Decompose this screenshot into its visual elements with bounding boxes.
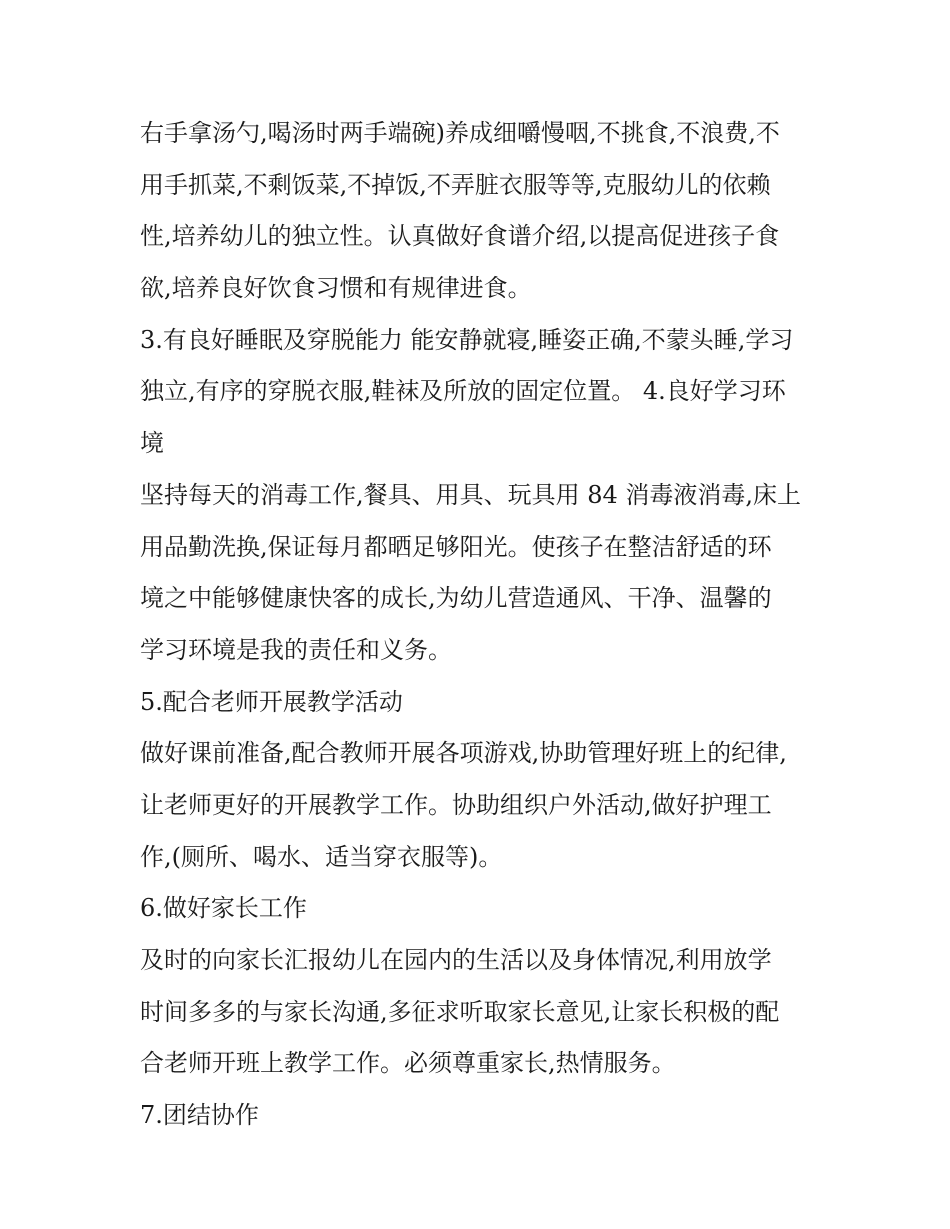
text-line: 欲,培养良好饮食习惯和有规律进食。 bbox=[140, 274, 532, 303]
text-line: 学习环境是我的责任和义务。 bbox=[140, 635, 452, 664]
section-heading-7: 7.团结协作 bbox=[140, 1101, 259, 1130]
text-line: 境 bbox=[140, 429, 164, 458]
section-heading-3: 3.有良好睡眠及穿脱能力 能安静就寝,睡姿正确,不蒙头睡,学习 bbox=[140, 325, 794, 354]
text-line: 坚持每天的消毒工作,餐具、用具、玩具用 84 消毒液消毒,床上 bbox=[140, 480, 802, 509]
text-line: 境之中能够健康快客的成长,为幼儿营造通风、干净、温馨的 bbox=[140, 584, 772, 613]
text-line: 作,(厕所、喝水、适当穿衣服等)。 bbox=[140, 842, 503, 871]
section-heading-5: 5.配合老师开展教学活动 bbox=[140, 687, 403, 716]
text-line: 做好课前准备,配合教师开展各项游戏,协助管理好班上的纪律, bbox=[140, 739, 787, 768]
text-line: 用品勤洗换,保证每月都晒足够阳光。使孩子在整洁舒适的环 bbox=[140, 532, 772, 561]
text-line: 及时的向家长汇报幼儿在园内的生活以及身体情况,利用放学 bbox=[140, 946, 772, 974]
text-line: 让老师更好的开展教学工作。协助组织户外活动,做好护理工 bbox=[140, 790, 772, 819]
text-line: 用手抓菜,不剩饭菜,不掉饭,不弄脏衣服等等,克服幼儿的依赖 bbox=[140, 170, 771, 199]
text-line: 右手拿汤勺,喝汤时两手端碗)养成细嚼慢咽,不挑食,不浪费,不 bbox=[140, 119, 780, 147]
text-line: 性,培养幼儿的独立性。认真做好食谱介绍,以提高促进孩子食 bbox=[140, 222, 780, 251]
document-body bbox=[140, 108, 820, 1142]
text-line: 合老师开班上教学工作。必须尊重家长,热情服务。 bbox=[140, 1049, 676, 1078]
text-line: 时间多多的与家长沟通,多征求听取家长意见,让家长积极的配 bbox=[140, 997, 780, 1026]
text-line: 独立,有序的穿脱衣服,鞋袜及所放的固定位置。 4.良好学习环 bbox=[140, 377, 786, 406]
section-heading-6: 6.做好家长工作 bbox=[140, 894, 307, 923]
